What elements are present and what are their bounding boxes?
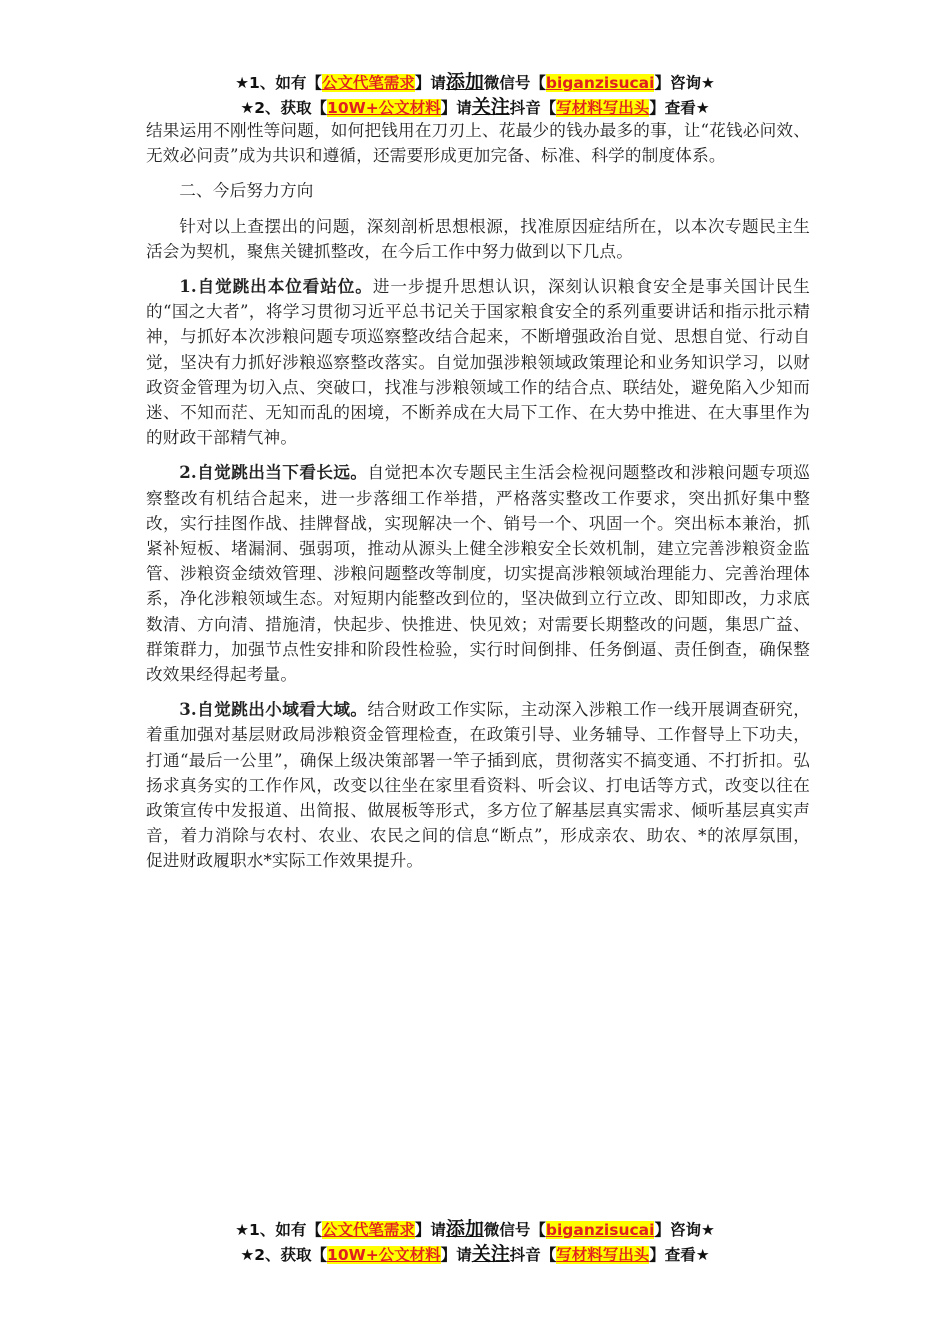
banner-text: 】查看★ [649,1246,710,1264]
banner-text: 微信号【 [483,1221,546,1239]
paragraph-item-1 [146,274,810,450]
item-title: 3.自觉跳出小域看大域。 [179,699,368,720]
item-text: 结合财政工作实际，主动深入涉粮工作一线开展调查研究，着重加强对基层财政局涉粮资金管理检查，在政策引导、业务辅导、工作督导上下功夫，打通“最后一公里”，确保上级决策部署一竿子插到底，贯彻落实不搞变通、不打折扣。弘扬求真务实的工作作风，改变以往坐在家里看资料、听会议、打电话等方式，改变以往在政策宣传中发报道、出简报、做展板等形式，多方位了解基层真实需求、倾听基层真实声音，着力消除与农村、农业、农民之间的信息“断点”，形成亲农、助农、*的浓厚氛围，促进财政履职水*实际工作效果提升。 [146,700,810,871]
banner-text: 】请 [414,1221,446,1239]
banner-text: ★1、如有【 [235,1221,322,1239]
banner-highlight: biganzisucai [545,74,655,92]
banner-text: 】咨询★ [654,74,715,92]
banner-highlight: 公文代笔需求 [321,74,415,92]
paragraph-intro: 针对以上查摆出的问题，深刻剖析思想根源，找准原因症结所在，以本次专题民主生活会为契机，聚焦关键抓整改，在今后工作中努力做到以下几点。 [146,216,810,261]
item-text: 自觉把本次专题民主生活会检视问题整改和涉粮问题专项巡察整改有机结合起来，进一步落细工作举措，严格落实整改工作要求，突出抓好集中整改，实行挂图作战、挂牌督战，实现解决一个、销号一个、巩固一个。突出标本兼治，抓紧补短板、堵漏洞、强弱项，推动从源头上健全涉粮安全长效机制，建立完善涉粮资金监管、涉粮资金绩效管理、涉粮问题整改等制度，切实提高涉粮领域治理能力、完善治理体系，净化涉粮领域生态。对短期内能整改到位的，坚决做到立行立改、即知即改，力求底数清、方向清、措施清，快起步、快推进、快见效；对需要长期整改的问题，集思广益、群策群力，加强节点性安排和阶段性检验，实行时间倒排、任务倒逼、责任倒查，确保整改效果经得起考量。 [146,463,810,685]
banner-line-2 [0,1242,950,1267]
banner-text: ★1、如有【 [235,74,322,92]
banner-text: ★2、获取【 [240,99,328,117]
item-title: 2.自觉跳出当下看长远。 [179,462,368,483]
banner-text: ★2、获取【 [240,1246,328,1264]
item-text: 进一步提升思想认识，深刻认识粮食安全是事关国计民生的“国之大者”，将学习贯彻习近平总书记关于国家粮食安全的系列重要讲话和指示批示精神，与抓好本次涉粮问题专项巡察整改结合起来，不断增强政治自觉、思想自觉、行动自觉，坚决有力抓好涉粮巡察整改落实。自觉加强涉粮领域政策理论和业务知识学习，以财政资金管理为切入点、突破口，找准与涉粮领域工作的结合点、联结处，避免陷入少知而迷、不知而茫、无知而乱的困境，不断养成在大局下工作、在大势中推进、在大事里作为的财政干部精气神。 [146,277,811,448]
banner-text: 抖音【 [509,1246,557,1264]
banner-highlight: 公文代笔需求 [321,1221,415,1239]
banner-text: 抖音【 [509,99,557,117]
banner-text: 】请 [440,1246,472,1264]
item-title: 1.自觉跳出本位看站位。 [179,276,373,297]
header-banner [0,70,950,120]
section-heading: 二、今后努力方向 [179,181,314,201]
banner-line-1 [0,1217,950,1242]
banner-highlight: 写材料写出头 [556,99,650,117]
banner-text: 】请 [414,74,446,92]
banner-highlight: 写材料写出头 [556,1246,650,1264]
banner-highlight: 10W+公文材料 [327,99,441,117]
banner-highlight: 10W+公文材料 [327,1246,441,1264]
banner-text: 微信号【 [483,74,546,92]
banner-line-2 [0,95,950,120]
banner-text: 】请 [440,99,472,117]
banner-emphasis: 添加 [445,1218,484,1240]
banner-emphasis: 关注 [471,96,510,118]
document-body [146,118,810,884]
banner-emphasis: 关注 [471,1243,510,1265]
paragraph-item-3 [146,697,810,873]
banner-line-1 [0,70,950,95]
banner-highlight: biganzisucai [545,1221,655,1239]
banner-emphasis: 添加 [445,71,484,93]
banner-text: 】查看★ [649,99,710,117]
paragraph-item-2 [146,460,810,687]
footer-banner [0,1217,950,1267]
paragraph-continuation: 结果运用不刚性等问题，如何把钱用在刀刃上、花最少的钱办最多的事，让“花钱必问效、无效必问责”成为共识和遵循，还需要形成更加完备、标准、科学的制度体系。 [146,121,810,166]
banner-text: 】咨询★ [654,1221,715,1239]
